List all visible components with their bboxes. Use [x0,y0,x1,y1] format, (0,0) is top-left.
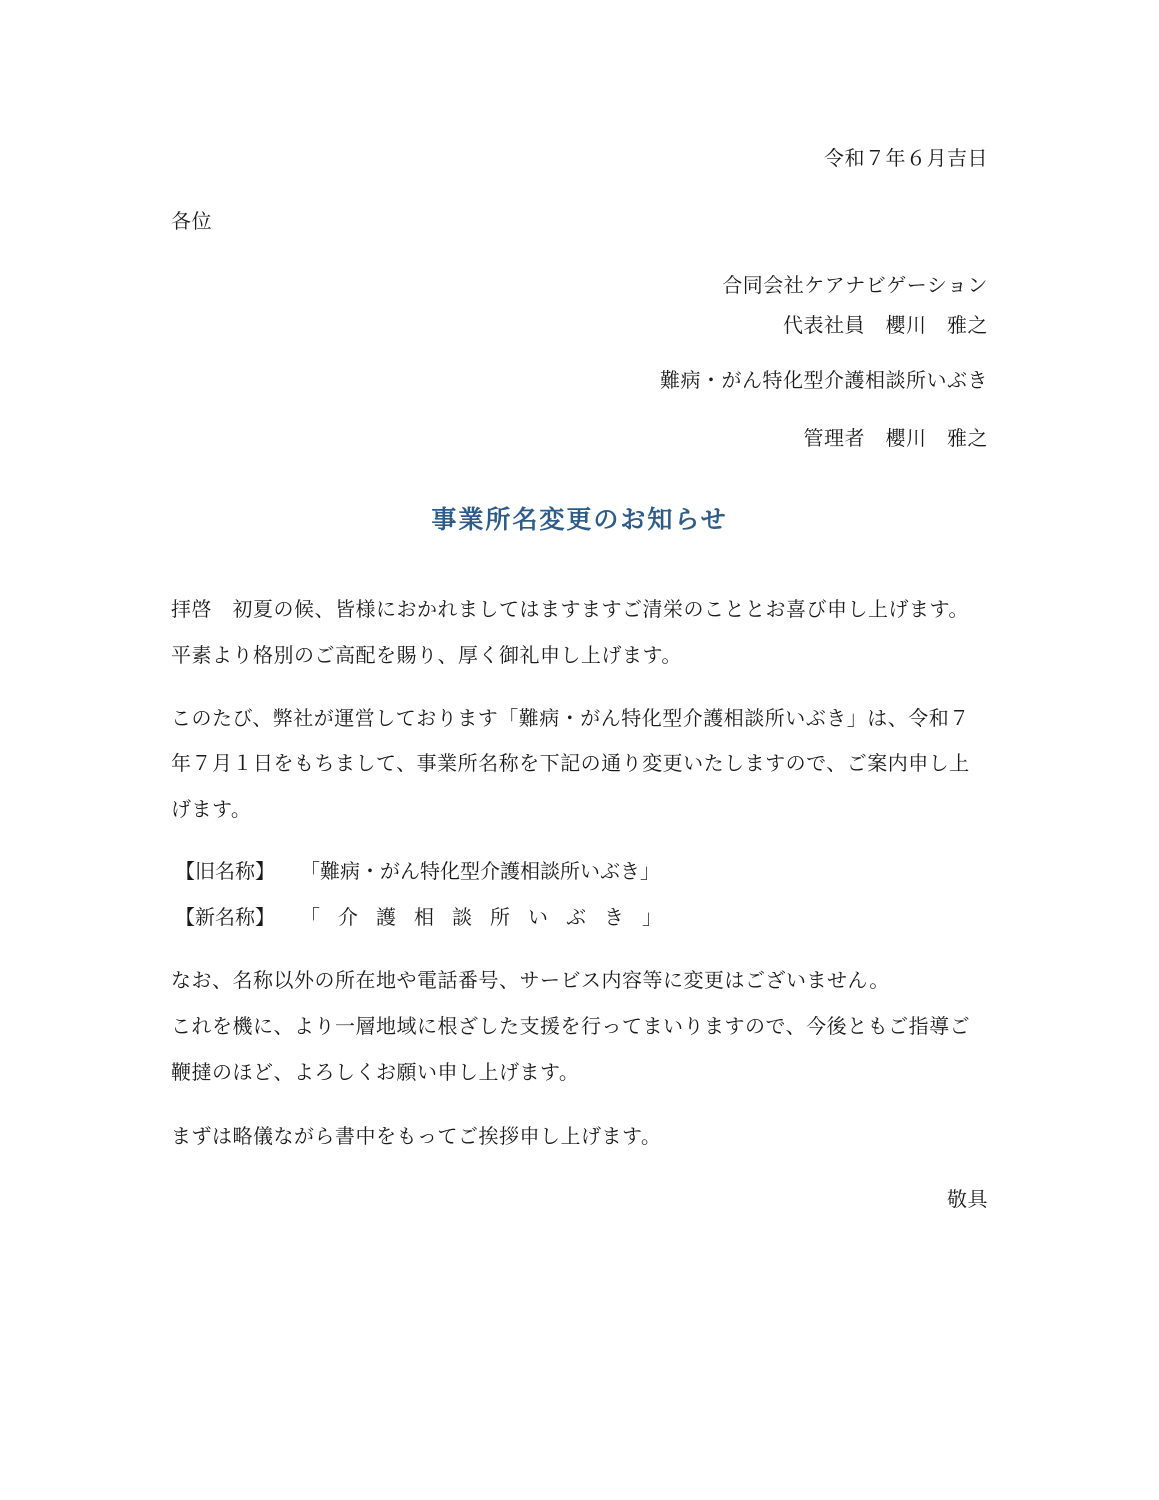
manager-name: 管理者 櫻川 雅之 [803,426,988,450]
greeting-line-1: 拝啓 初夏の候、皆様におかれましてはますますご清栄のこととお喜び申し上げます。 [171,597,969,621]
notice-line-1: このたび、弊社が運営しております「難病・がん特化型介護相談所いぶき」は、令和７ [171,706,970,730]
notice-line-2: 年７月１日をもちまして、事業所名称を下記の通り変更いたしますので、ご案内申し上 [171,751,970,775]
note-line-3: 鞭撻のほど、よろしくお願い申し上げます。 [171,1060,580,1084]
new-name-label: 【新名称】 [175,905,275,929]
addressee: 各位 [171,209,212,233]
old-name-value: 「難病・がん特化型介護相談所いぶき」 [300,859,660,883]
page-title: 事業所名変更のお知らせ [431,505,728,534]
note-line-2: これを機に、より一層地域に根ざした支援を行ってまいりますので、今後ともご指導ご [171,1014,971,1038]
new-name-value: 「介護相談所いぶき」 [300,905,680,929]
closing-line: まずは略儀ながら書中をもってご挨拶申し上げます。 [171,1124,662,1148]
sign-off: 敬具 [947,1187,988,1211]
greeting-line-2: 平素より格別のご高配を賜り、厚く御礼申し上げます。 [171,643,682,667]
date: 令和７年６月吉日 [824,146,988,170]
representative-name: 代表社員 櫻川 雅之 [783,313,988,337]
old-name-label: 【旧名称】 [175,859,275,883]
office-name: 難病・がん特化型介護相談所いぶき [660,368,988,392]
notice-line-3: げます。 [171,797,252,821]
note-line-1: なお、名称以外の所在地や電話番号、サービス内容等に変更はございません。 [171,968,890,992]
company-name: 合同会社ケアナビゲーション [722,273,988,297]
